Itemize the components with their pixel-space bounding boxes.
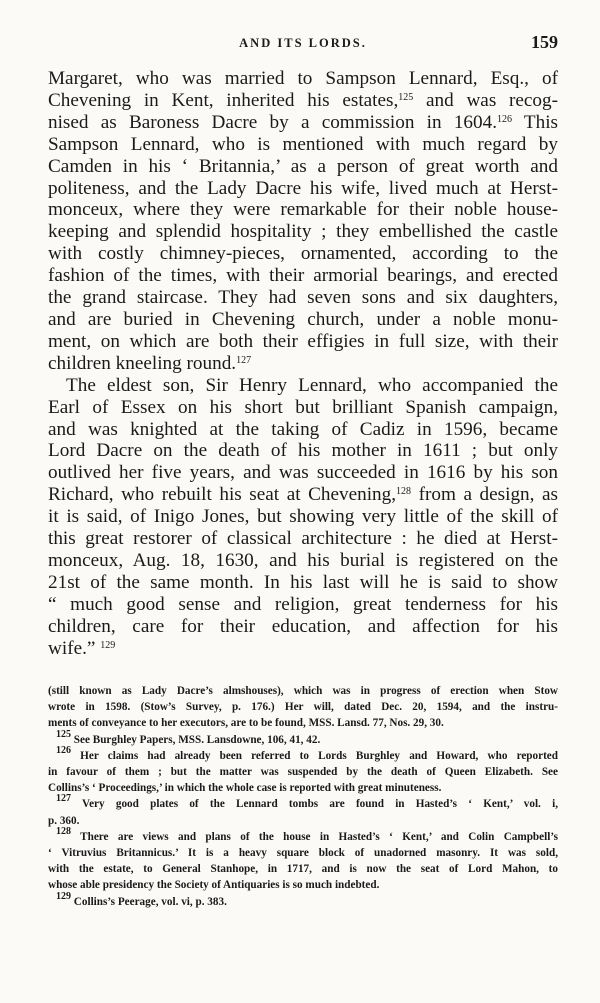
footnote-ref: 128 [396,486,412,498]
line-text: Camden in his ‘ Britannia,’ as a person of great worth and [48,155,558,177]
line-text: children, care for their education, and affection for his [48,615,558,637]
footnote-line [48,764,558,780]
footnote-line [48,699,558,715]
text-line [48,309,558,331]
text-line [48,572,558,594]
footnote-text: ments of conveyance to her executors, are to be found, MSS. Lansd. 77, Nos. 29, 30. [48,717,444,730]
text-line [48,638,558,660]
footnote-ref: 127 [236,354,252,366]
line-text: wife.” [48,637,101,659]
footnote-text: in favour of them ; but the matter was suspended by the death of Queen Elizabeth. See [48,766,558,779]
footnotes [48,683,558,910]
footnote-text: Her claims had already been referred to Lords Burghley and Howard, who reported [71,749,558,762]
text-line [48,287,558,309]
text-line [48,178,558,200]
text-line [48,112,558,134]
footnote-text: wrote in 1598. (Stow’s Survey, p. 176.) Her will, dated Dec. 20, 1594, and the instru- [48,701,558,714]
footnote-text: There are views and plans of the house in Hasted’s ‘ Kent,’ and Colin Campbell’s [71,830,558,843]
footnote-text: (still known as Lady Dacre’s almshouses), which was in progress of erection when Stow [48,685,558,697]
line-text: Sampson Lennard, who is mentioned with much regard by [48,133,558,155]
text-line [48,594,558,616]
footnote-number: 125 [56,728,71,740]
line-text: Margaret, who was married to Sampson Lennard, Esq., of [48,68,558,89]
footnote-number: 126 [56,744,71,756]
footnote-number: 129 [56,890,71,902]
line-text: The eldest son, Sir Henry Lennard, who accompanied the [66,374,558,396]
page-number: 159 [531,32,558,52]
text-line [48,419,558,441]
line-text: 21st of the same month. In his last will he is said to show [48,571,558,593]
footnote-line [48,825,558,845]
running-title: AND ITS LORDS. [239,36,367,50]
footnote-line [48,683,558,699]
text-line [48,440,558,462]
text-line [48,156,558,178]
footnote-line [48,793,558,812]
footnote-text: with the estate, to General Stanhope, in 1717, and is now the seat of Lord Mahon, to [48,863,558,876]
footnote-number: 127 [56,793,71,805]
text-line [48,134,558,156]
line-text: ment, on which are both their effigies in full size, with their [48,330,558,352]
text-line [48,265,558,287]
footnote-line [48,715,558,731]
text-line [48,462,558,484]
line-text: monceux, Aug. 18, 1630, and his burial is registered on the [48,549,558,571]
text-line [48,550,558,572]
footnote-text: See Burghley Papers, MSS. Lansdowne, 106, 41, 42. [71,733,321,746]
line-text: politeness, and the Lady Dacre his wife, lived much at Herst- [48,177,558,199]
text-line [48,331,558,353]
footnote-ref: 126 [497,113,512,125]
line-text: nised as Baroness Dacre by a commission in 1604. [48,111,497,133]
text-line [48,353,558,375]
footnote-number: 128 [56,825,71,837]
text-line [48,616,558,638]
line-text: outlived her five years, and was succeeded in 1616 by his son [48,462,558,484]
line-text-after: from a design, as [411,484,558,506]
running-head [48,32,558,58]
footnote-ref: 125 [398,91,414,103]
footnote-line [48,890,558,910]
footnote-line [48,861,558,877]
text-line [48,68,558,90]
line-text: keeping and splendid hospitality ; they embellished the castle [48,221,558,243]
footnote-text: Collins’s ‘ Proceedings,’ in which the whole case is reported with great minuteness. [48,782,442,795]
line-text: the grand staircase. They had seven sons and six daughters, [48,287,558,309]
footnote-line [48,780,558,796]
text-line [48,243,558,265]
text-line [48,90,558,112]
line-text: and are buried in Chevening church, under a noble monu- [48,308,558,330]
footnote-text: whose able presidency the Society of Antiquaries is so much indebted. [48,879,380,892]
footnote-line [48,845,558,861]
line-text: Lord Dacre on the death of his mother in 1611 ; but only [48,440,558,462]
line-text: Earl of Essex on his short but brilliant Spanish campaign, [48,396,558,418]
body-text [48,68,558,659]
footnote-text: Very good plates of the Lennard tombs are found in Hasted’s ‘ Kent,’ vol. i, [71,798,558,811]
line-text: with costly chimney-pieces, ornamented, according to the [48,243,558,265]
line-text: fashion of the times, with their armorial bearings, and erected [48,265,558,287]
line-text: Richard, who rebuilt his seat at Chevening, [48,484,397,506]
footnote-line [48,877,558,893]
footnote-text: Collins’s Peerage, vol. vi, p. 383. [71,895,227,908]
text-line [48,375,558,397]
paragraph-1 [48,68,558,375]
text-line [48,221,558,243]
text-line [48,506,558,528]
line-text-after: This [512,111,558,133]
footnote-line [48,813,558,829]
footnote-line [48,744,558,764]
line-text: “ much good sense and religion, great tenderness for his [48,593,558,615]
line-text: children kneeling round. [48,352,237,374]
text-line [48,199,558,221]
footnote-text: p. 360. [48,814,80,827]
footnote-text: ‘ Vitruvius Britannicus.’ It is a heavy square block of unadorned masonry. It was sold, [48,847,558,860]
text-line [48,397,558,419]
line-text: and was knighted at the taking of Cadiz in 1596, became [48,418,558,440]
footnote-line [48,728,558,748]
text-line [48,484,558,506]
paragraph-2 [48,375,558,660]
text-line [48,528,558,550]
line-text: monceux, where they were remarkable for their noble house- [48,199,558,221]
line-text: this great restorer of classical architecture : he died at Herst- [48,528,558,550]
footnote-ref: 129 [100,639,116,651]
line-text: Chevening in Kent, inherited his estates, [48,89,399,111]
line-text-after: and was recog- [413,89,559,111]
line-text: it is said, of Inigo Jones, but showing very little of the skill of [48,506,558,528]
